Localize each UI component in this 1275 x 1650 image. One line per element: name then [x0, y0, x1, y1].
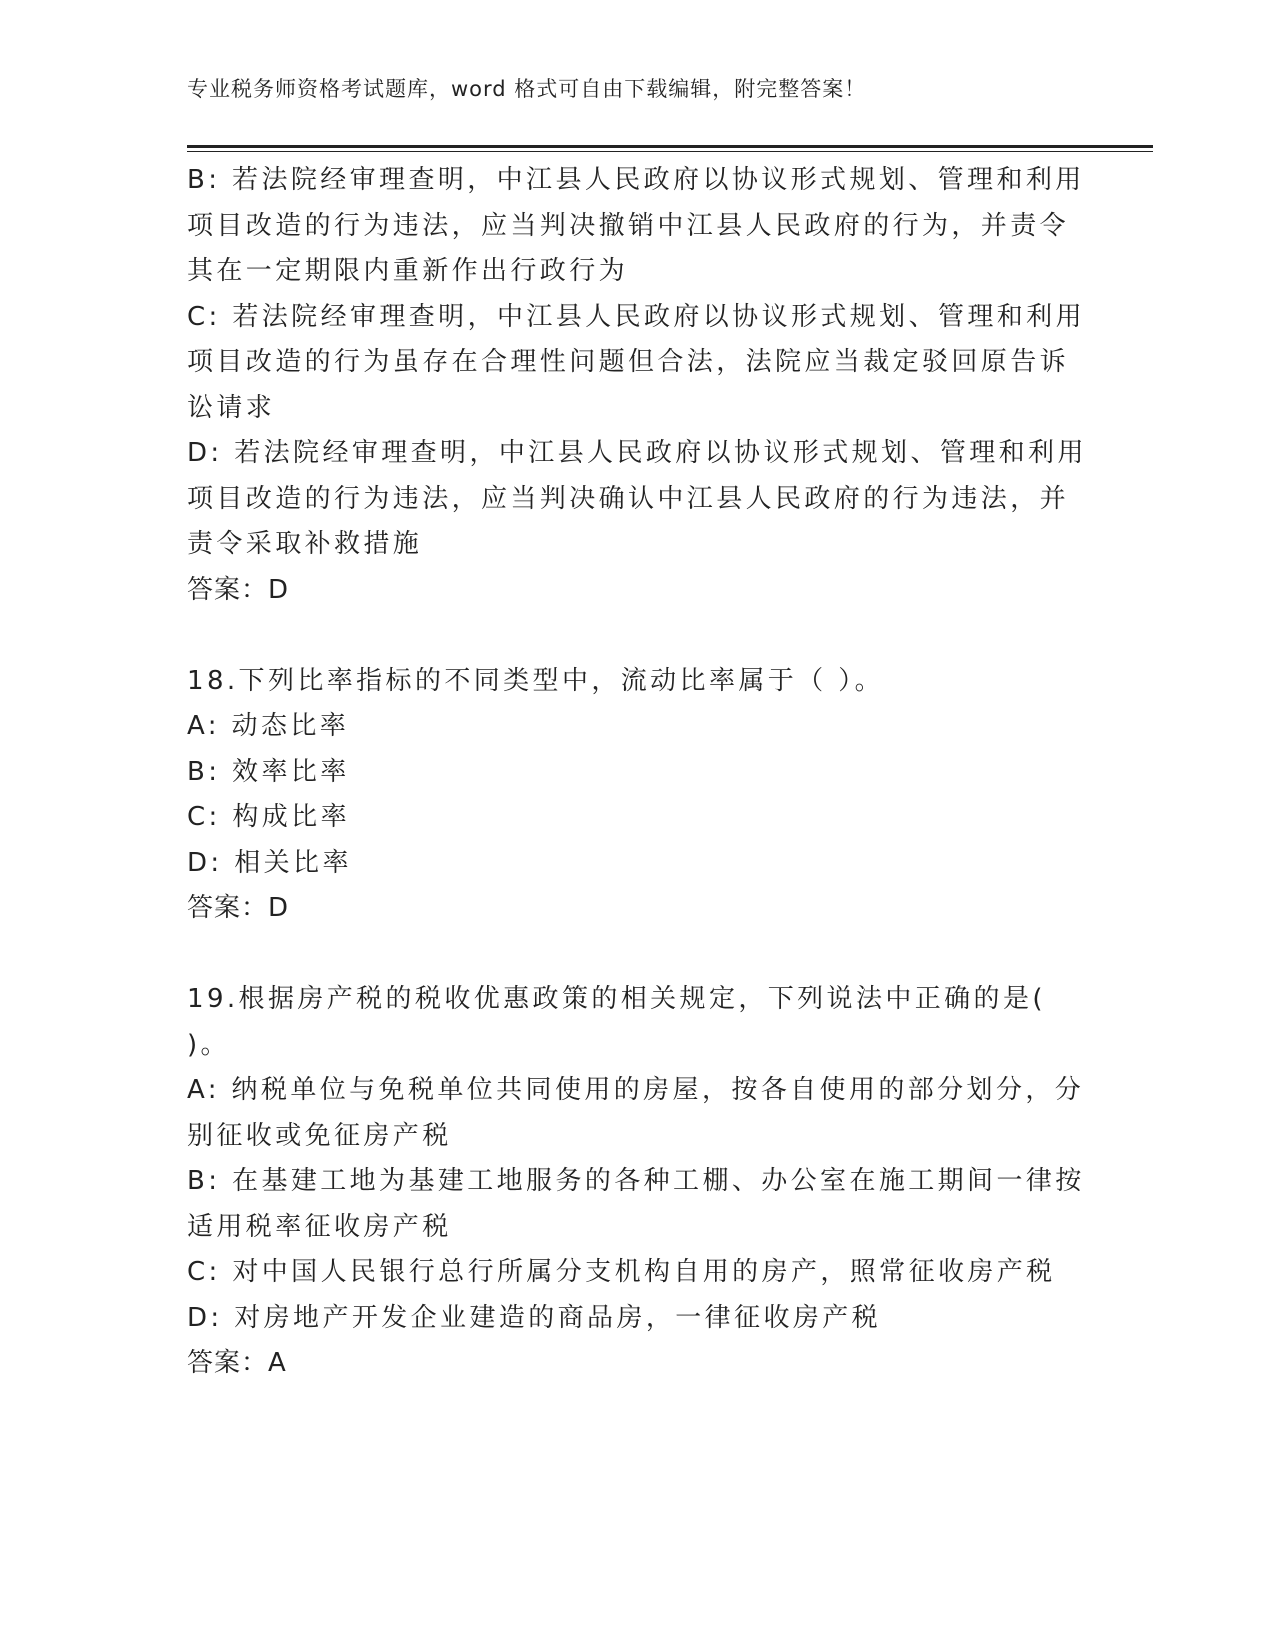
answer: 答案：A: [187, 1348, 287, 1378]
header-divider-thick: [187, 145, 1153, 148]
answer: 答案：D: [187, 574, 290, 605]
option-c: C: 对中国人民银行总行所属分支机构自用的房产，照常征收房产税: [187, 1257, 1056, 1287]
question-17: [187, 158, 1087, 613]
option-b: B: 若法院经审理查明，中江县人民政府以协议形式规划、管理和利用项目改造的行为违法，应当判决撤销中江县人民政府的行为，并责令其在一定期限内重新作出行政行为: [187, 165, 1085, 286]
option-a: A: 纳税单位与免税单位共同使用的房屋，按各自使用的部分划分，分别征收或免征房产税: [187, 1075, 1085, 1151]
option-d: D: 若法院经审理查明，中江县人民政府以协议形式规划、管理和利用项目改造的行为违法，应当判决确认中江县人民政府的行为违法，并责令采取补救措施: [187, 438, 1087, 559]
question-text: 19.根据房产税的税收优惠政策的相关规定，下列说法中正确的是( )。: [187, 984, 1046, 1060]
option-c: C: 构成比率: [187, 802, 350, 832]
option-c: C: 若法院经审理查明，中江县人民政府以协议形式规划、管理和利用项目改造的行为虽存在合理性问题但合法，法院应当裁定驳回原告诉讼请求: [187, 301, 1085, 423]
question-content: [187, 158, 1087, 1387]
option-d: D: 相关比率: [187, 847, 352, 878]
question-spacer: [187, 932, 1087, 978]
page-header: 专业税务师资格考试题库，word 格式可自由下载编辑，附完整答案！: [187, 77, 867, 101]
question-text: 18.下列比率指标的不同类型中，流动比率属于（ ）。: [187, 665, 885, 696]
option-d: D: 对房地产开发企业建造的商品房，一律征收房产税: [187, 1302, 882, 1333]
option-b: B: 在基建工地为基建工地服务的各种工棚、办公室在施工期间一律按适用税率征收房产税: [187, 1166, 1085, 1242]
header-divider-thin: [187, 151, 1153, 152]
option-a: A: 动态比率: [187, 711, 350, 741]
question-spacer: [187, 613, 1087, 659]
option-b: B: 效率比率: [187, 756, 350, 787]
question-18: [187, 659, 1087, 932]
answer: 答案：D: [187, 893, 290, 923]
question-19: [187, 977, 1087, 1387]
